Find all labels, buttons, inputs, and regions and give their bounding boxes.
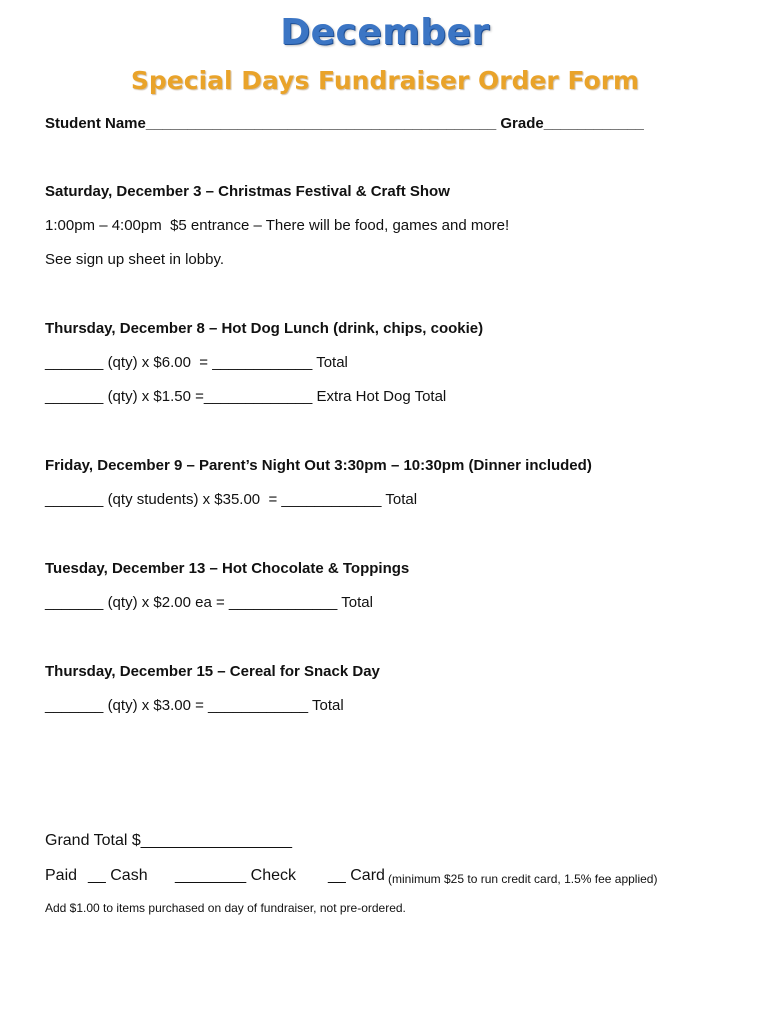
payment-cash-option: __ Cash (88, 867, 148, 884)
payment-check-option: ________ Check (175, 867, 296, 884)
order-line-parents-night-out: _______ (qty students) x $35.00 = ____________ Total (45, 491, 418, 508)
event-detail-line: 1:00pm – 4:00pm $5 entrance – There will be food, games and more! (45, 217, 510, 234)
paid-label: Paid (45, 867, 78, 884)
page-title: December (280, 12, 490, 53)
event-detail-line: See sign up sheet in lobby. (45, 251, 225, 268)
grand-total-line: Grand Total $_________________ (45, 832, 293, 849)
event-heading-parents-night-out: Friday, December 9 – Parent’s Night Out 3:30pm – 10:30pm (Dinner included) (45, 457, 592, 474)
order-line-extra-hot-dog: _______ (qty) x $1.50 =_____________ Extra Hot Dog Total (45, 388, 447, 405)
event-heading-cereal-snack-day: Thursday, December 15 – Cereal for Snack Day (45, 663, 380, 680)
order-line-cereal: _______ (qty) x $3.00 = ____________ Total (45, 697, 344, 714)
event-heading-hot-chocolate: Tuesday, December 13 – Hot Chocolate & Toppings (45, 560, 410, 577)
event-heading-christmas-festival: Saturday, December 3 – Christmas Festival & Craft Show (45, 183, 450, 200)
order-line-hot-chocolate: _______ (qty) x $2.00 ea = _____________ Total (45, 594, 373, 611)
card-fee-note: (minimum $25 to run credit card, 1.5% fee applied) (388, 872, 658, 886)
order-line-hot-dog: _______ (qty) x $6.00 = ____________ Total (45, 354, 348, 371)
payment-card-option: __ Card (328, 867, 385, 884)
event-heading-hot-dog-lunch: Thursday, December 8 – Hot Dog Lunch (drink, chips, cookie) (45, 320, 484, 337)
page-subtitle: Special Days Fundraiser Order Form (130, 66, 640, 95)
footnote: Add $1.00 to items purchased on day of fundraiser, not pre-ordered. (45, 901, 406, 915)
student-name-grade-line: Student Name__________________________________________ Grade____________ (45, 115, 644, 132)
